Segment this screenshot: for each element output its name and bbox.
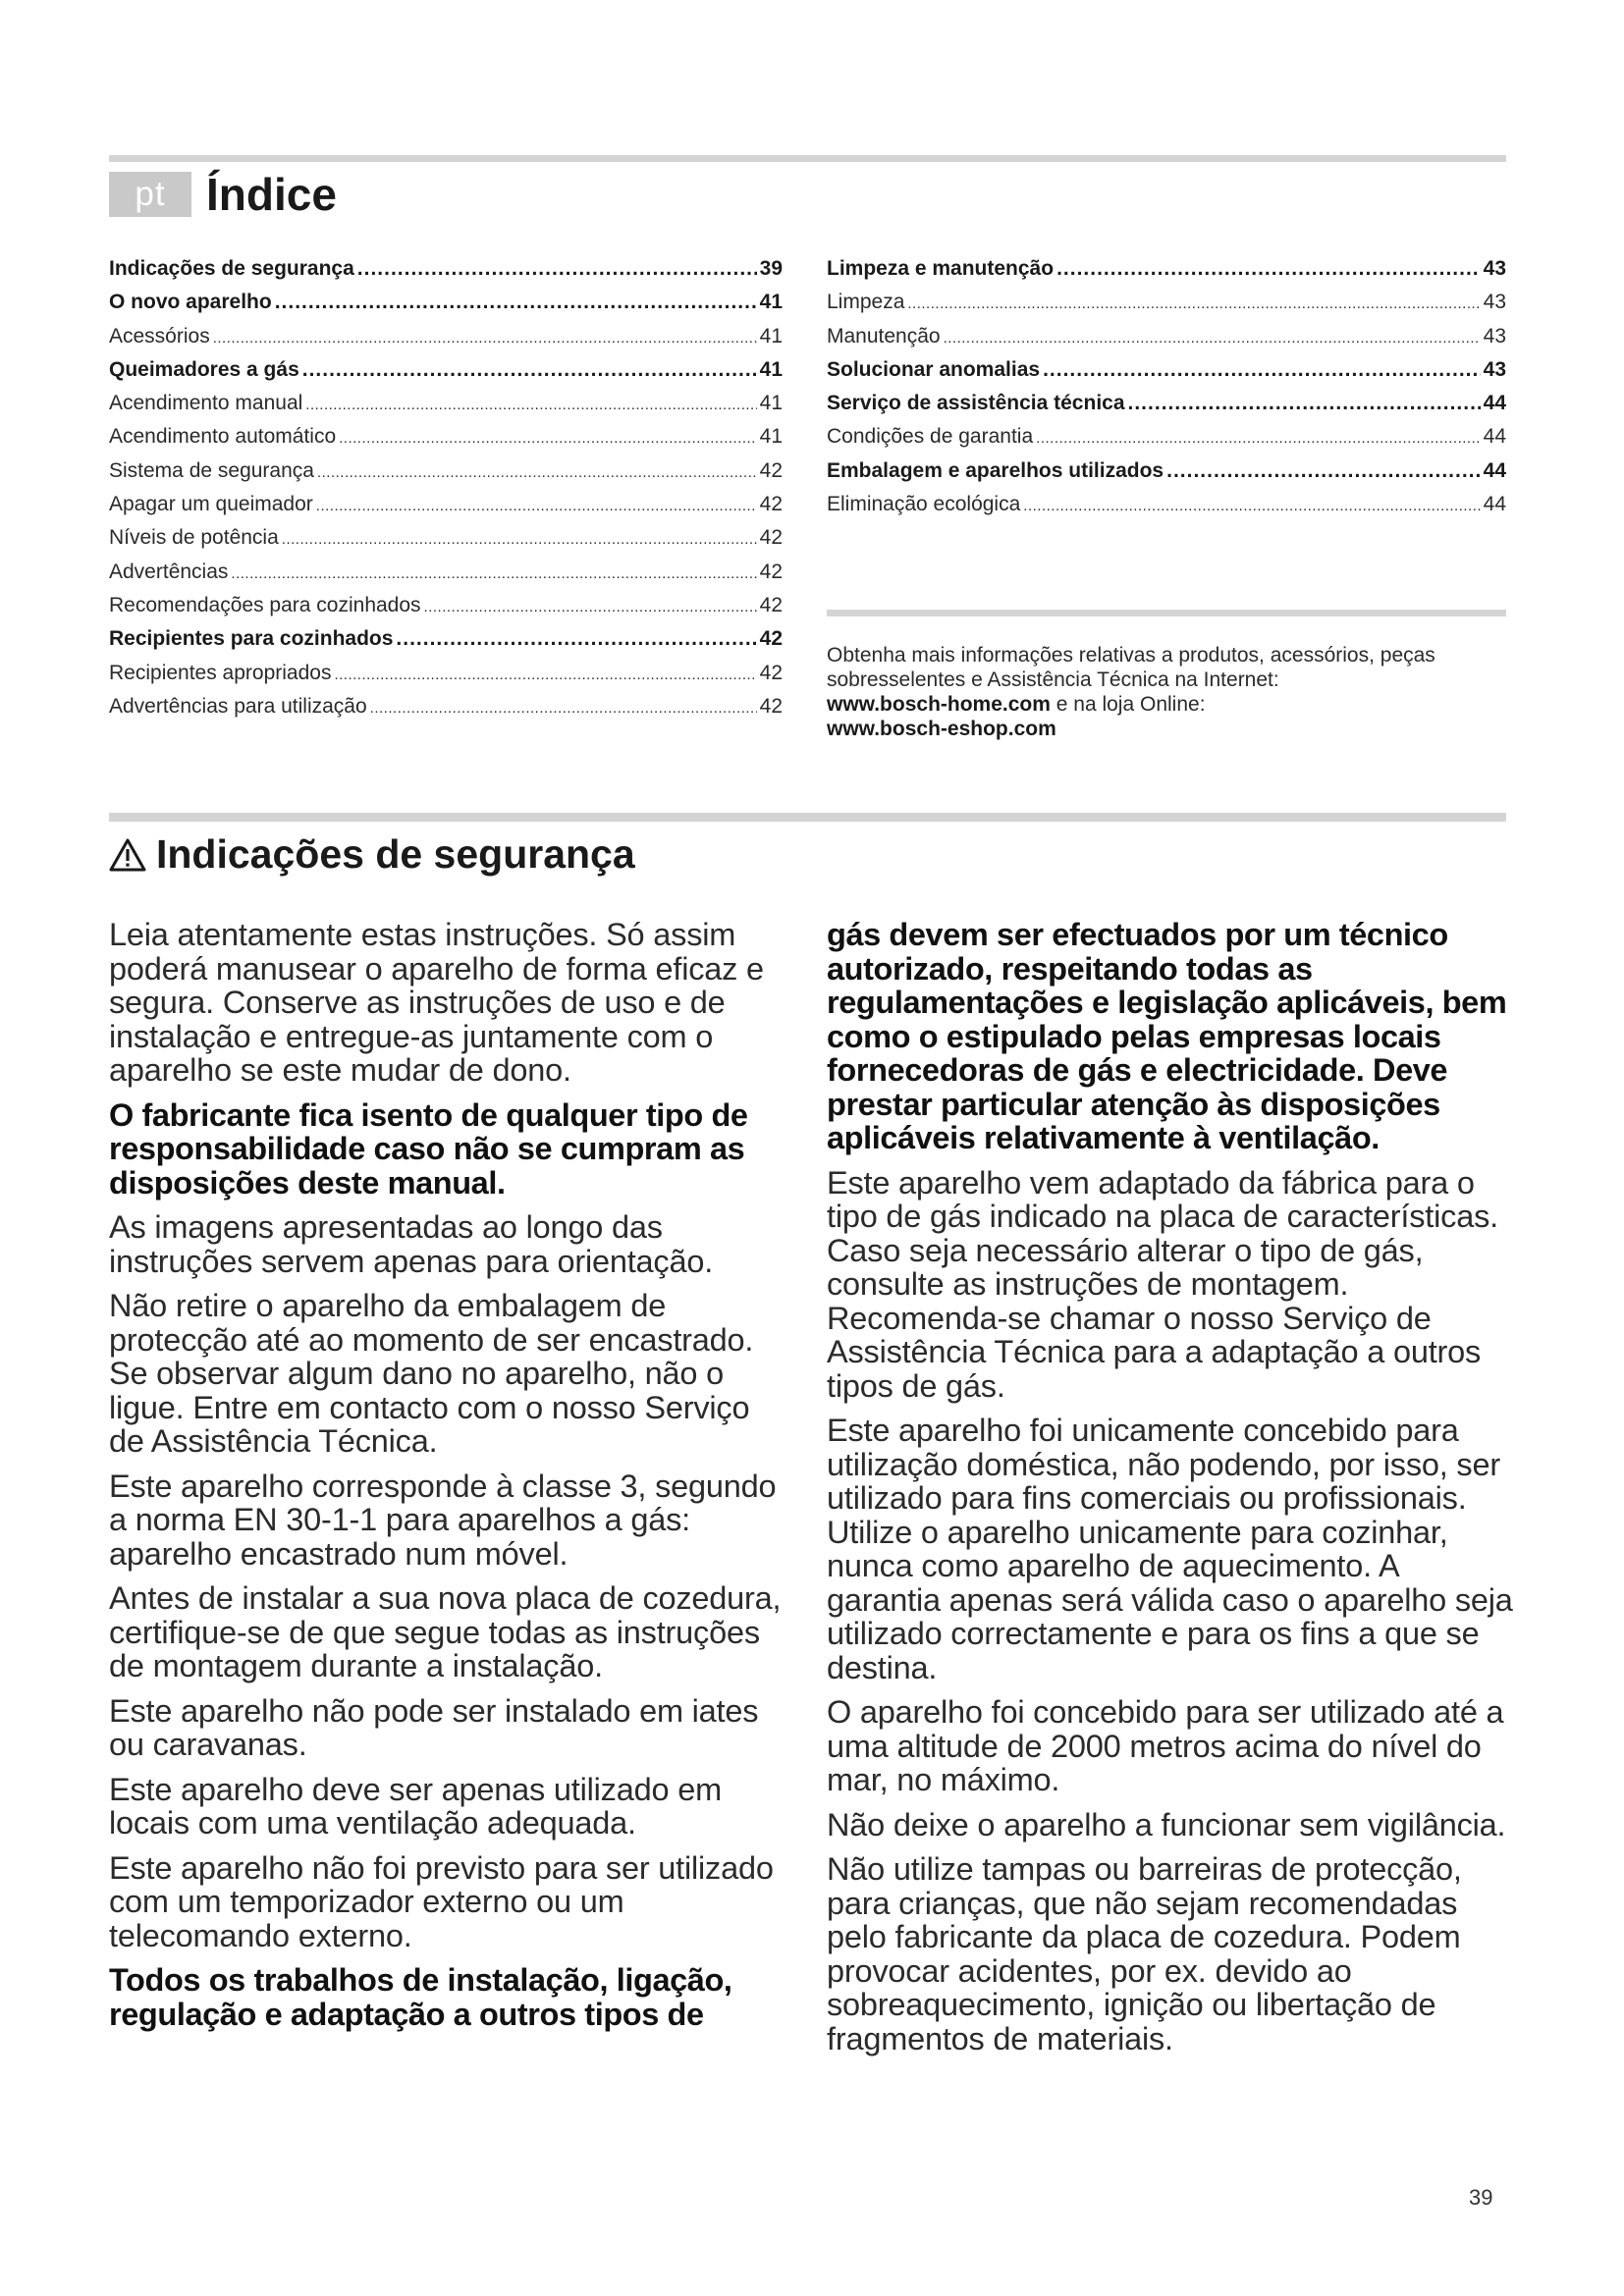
toc-entry-page: 41 (759, 291, 783, 314)
toc-entry-page: 42 (759, 593, 783, 616)
toc-leader-dots (302, 358, 757, 382)
toc-leader-dots (317, 459, 757, 483)
top-divider (109, 155, 1506, 162)
toc-entry-label: O novo aparelho (109, 291, 272, 314)
toc-entry[interactable] (109, 459, 783, 493)
toc-entry-label: Condições de garantia (827, 425, 1034, 449)
paragraph: Este aparelho não pode ser instalado em iates ou caravanas. (109, 1692, 759, 1762)
toc-leader-dots (339, 425, 757, 449)
paragraph: O aparelho foi concebido para ser utilizado até a uma altitude de 2000 metros acima do nível do mar, no máximo. (827, 1694, 1504, 1797)
toc-entry[interactable] (109, 358, 783, 392)
paragraph: Este aparelho foi unicamente concebido para utilização doméstica, não podendo, por isso, ser utilizado para fins comerciais ou profissionais. Utilize o aparelho unicamente para cozinhar, nunca como aparelho de aquecimento. A garantia apenas será válida caso o aparelho seja utilizado correctamente e para os fins a que se destina. (827, 1413, 1513, 1685)
paragraph: Antes de instalar a sua nova placa de cozedura, certifique-se de que segue todas as instruções de montagem durante a instalação. (109, 1580, 782, 1683)
toc-entry-page: 44 (1483, 458, 1506, 482)
toc-entry-page: 42 (759, 493, 783, 516)
toc-entry-page: 42 (759, 661, 783, 684)
paragraph: Não deixe o aparelho a funcionar sem vigilância. (827, 1806, 1506, 1842)
toc-entry-label: Advertências para utilização (109, 694, 367, 718)
toc-entry[interactable] (109, 526, 783, 560)
toc-leader-dots (370, 695, 757, 719)
toc-entry-label: Níveis de potência (109, 526, 279, 550)
bold-paragraph: gás devem ser efectuados por um técnico autorizado, respeitando todas as regulamentações e legislação aplicáveis, bem como o estipulado pelas empresas locais fornecedoras de gás e electricidade. Deve prestar particular atenção às disposições aplicáveis relativamente à ventilação. (827, 917, 1507, 1155)
toc-leader-dots (231, 561, 756, 584)
toc-left-column (109, 257, 783, 728)
toc-entry[interactable] (109, 627, 783, 661)
toc-entry-page: 44 (1483, 392, 1506, 415)
toc-entry-page: 43 (1483, 257, 1506, 280)
toc-entry-label: Recomendações para cozinhados (109, 593, 421, 616)
toc-leader-dots (275, 291, 757, 314)
toc-leader-dots (1128, 392, 1481, 415)
toc-entry[interactable] (109, 662, 783, 695)
toc-leader-dots (907, 291, 1480, 314)
toc-leader-dots (357, 257, 757, 281)
section-divider (109, 813, 1506, 822)
toc-entry[interactable] (109, 695, 783, 728)
toc-entry-label: Recipientes para cozinhados (109, 627, 394, 651)
toc-entry-label: Eliminação ecológica (827, 493, 1021, 516)
paragraph: Não retire o aparelho da embalagem de protecção até ao momento de ser encastrado. Se observar algum dano no aparelho, não o ligue. Entre em contacto com o nosso Serviço de Assistência Técnica. (109, 1288, 754, 1459)
toc-entry[interactable] (109, 291, 783, 324)
toc-entry-label: Indicações de segurança (109, 257, 354, 280)
toc-entry-label: Apagar um queimador (109, 493, 313, 516)
toc-entry-page: 44 (1483, 493, 1506, 516)
toc-entry-page: 44 (1483, 425, 1506, 449)
toc-entry[interactable] (827, 392, 1506, 425)
toc-entry-label: Manutenção (827, 324, 941, 347)
toc-leader-dots (1036, 425, 1480, 449)
toc-entry-page: 41 (759, 392, 783, 415)
paragraph: Este aparelho vem adaptado da fábrica para o tipo de gás indicado na placa de características. Caso seja necessário alterar o tipo de gás, consulte as instruções de montagem. Recomenda-se chamar o nosso Serviço de Assistência Técnica para a adaptação a outros tipos de gás. (827, 1164, 1498, 1404)
paragraph: Este aparelho corresponde à classe 3, segundo a norma EN 30-1-1 para aparelhos a gás: aparelho encastrado num móvel. (109, 1468, 777, 1572)
eshop-link[interactable]: www.bosch-eshop.com (827, 718, 1056, 740)
toc-entry-page: 41 (759, 425, 783, 449)
toc-leader-dots (334, 662, 756, 685)
toc-entry[interactable] (827, 493, 1506, 526)
toc-entry-label: Recipientes apropriados (109, 661, 332, 684)
toc-entry[interactable] (827, 459, 1506, 493)
toc-entry-page: 41 (759, 324, 783, 347)
paragraph: Este aparelho não foi previsto para ser utilizado com um temporizador externo ou um telecomando externo. (109, 1849, 774, 1953)
website-link[interactable]: www.bosch-home.com (827, 693, 1051, 716)
toc-entry-label: Serviço de assistência técnica (827, 392, 1125, 415)
language-badge: pt (109, 172, 191, 217)
toc-entry-page: 43 (1483, 357, 1506, 381)
toc-leader-dots (305, 392, 756, 415)
bold-paragraph: O fabricante fica isento de qualquer tipo de responsabilidade caso não se cumpram as disposições deste manual. (109, 1096, 748, 1201)
section-heading (109, 827, 635, 881)
toc-entry[interactable] (827, 425, 1506, 458)
toc-entry[interactable] (827, 358, 1506, 392)
toc-title: Índice (206, 169, 337, 220)
toc-entry-label: Limpeza (827, 291, 905, 314)
toc-entry-label: Embalagem e aparelhos utilizados (827, 458, 1164, 482)
contact-text: Obtenha mais informações relativas a produtos, acessórios, peças sobresselentes e Assistência Técnica na Internet: (827, 644, 1435, 691)
toc-entry[interactable] (109, 493, 783, 526)
toc-entry[interactable] (827, 325, 1506, 358)
body-left-column (109, 918, 786, 2042)
toc-leader-dots (316, 493, 757, 516)
toc-entry-page: 42 (759, 627, 783, 651)
toc-leader-dots (1056, 257, 1481, 281)
contact-note (827, 643, 1514, 741)
toc-leader-dots (282, 526, 757, 550)
paragraph: Leia atentamente estas instruções. Só assim poderá manusear o aparelho de forma eficaz e segura. Conserve as instruções de uso e de instalação e entregue-as juntamente com o aparelho se este mudar de dono. (109, 917, 764, 1088)
toc-entry[interactable] (109, 561, 783, 594)
contact-divider (827, 610, 1506, 616)
toc-entry-label: Queimadores a gás (109, 357, 299, 381)
toc-entry[interactable] (827, 257, 1506, 291)
toc-entry[interactable] (109, 594, 783, 627)
paragraph: Não utilize tampas ou barreiras de protecção, para crianças, que não sejam recomendadas pelo fabricante da placa de cozedura. Podem provocar acidentes, por ex. devido ao sobreaquecimento, ignição ou libertação de fragmentos de materiais. (827, 1851, 1462, 2056)
toc-entry-page: 42 (759, 694, 783, 718)
toc-entry[interactable] (109, 392, 783, 425)
paragraph: Este aparelho deve ser apenas utilizado em locais com uma ventilação adequada. (109, 1771, 722, 1841)
toc-leader-dots (213, 325, 757, 348)
toc-entry-label: Acessórios (109, 324, 210, 347)
section-heading-text: Indicações de segurança (156, 831, 635, 877)
toc-entry-page: 39 (759, 257, 783, 280)
toc-leader-dots (1023, 493, 1480, 516)
toc-entry-label: Limpeza e manutenção (827, 257, 1055, 280)
toc-leader-dots (1166, 459, 1481, 483)
toc-entry-page: 43 (1483, 291, 1506, 314)
toc-entry-label: Sistema de segurança (109, 458, 314, 482)
page-number: 39 (1469, 2185, 1493, 2210)
toc-entry[interactable] (109, 425, 783, 458)
toc-leader-dots (396, 627, 756, 651)
toc-entry[interactable] (827, 291, 1506, 324)
paragraph: As imagens apresentadas ao longo das instruções servem apenas para orientação. (109, 1209, 714, 1279)
toc-entry-label: Advertências (109, 560, 229, 583)
toc-entry[interactable] (109, 325, 783, 358)
toc-right-column (827, 257, 1506, 526)
bold-paragraph: Todos os trabalhos de instalação, ligação, regulação e adaptação a outros tipos de (109, 1962, 732, 2032)
toc-entry-label: Solucionar anomalias (827, 357, 1041, 381)
toc-leader-dots (1043, 358, 1481, 382)
contact-text-shop: e na loja Online: (1050, 693, 1206, 716)
toc-entry[interactable] (109, 257, 783, 291)
toc-entry-page: 42 (759, 458, 783, 482)
toc-leader-dots (424, 594, 757, 617)
body-right-column (827, 918, 1514, 2066)
toc-entry-page: 43 (1483, 324, 1506, 347)
toc-entry-page: 42 (759, 526, 783, 550)
warning-triangle-icon (109, 838, 146, 872)
toc-entry-label: Acendimento automático (109, 425, 337, 449)
toc-entry-page: 41 (759, 357, 783, 381)
toc-entry-label: Acendimento manual (109, 392, 303, 415)
toc-leader-dots (944, 325, 1481, 348)
toc-entry-page: 42 (759, 560, 783, 583)
